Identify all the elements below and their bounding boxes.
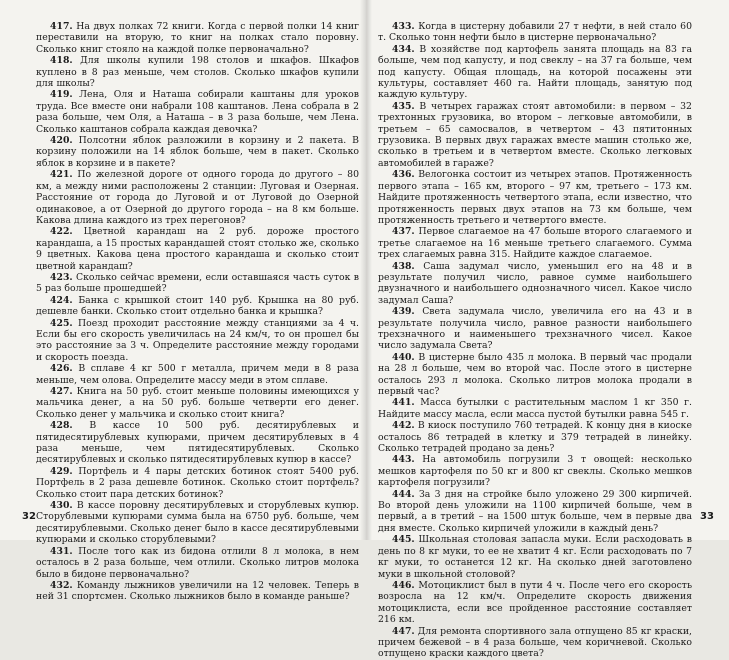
problem-number: 443.	[392, 454, 415, 466]
problem-number: 419.	[50, 89, 73, 101]
problem-text: В киоск поступило 760 тетрадей. К концу дня в киоске осталось 86 тетрадей в клетку и 379 тетрадей в линейку. Сколько тетрадей продано за день?	[378, 420, 692, 455]
problem-text: Поезд проходит расстояние между станциями за 4 ч. Если бы его скорость увеличилась на 24 км/ч, то он прошел бы это расстояние за 3 ч. Определите расстояние между городами и скорость поезда.	[36, 317, 359, 363]
problem-number: 438.	[392, 260, 415, 272]
left-page	[0, 0, 366, 603]
problem-text: Лена, Оля и Наташа собирали каштаны для уроков труда. Все вместе они набрали 108 каштанов. Лена собрала в 2 раза больше, чем Оля, а Наташа – в 3 раза больше, чем Лена. Сколько каштанов собрала каждая девочка?	[36, 89, 359, 135]
problem-text: Команду лыжников увеличили на 12 человек. Теперь в ней 31 спортсмен. Сколько лыжников было в команде раньше?	[36, 579, 359, 603]
problem-text: После того как из бидона отлили 8 л молока, в нем осталось в 2 раза больше, чем отлили. Сколько литров молока было в бидоне первоначально?	[36, 545, 359, 580]
problem-428	[36, 420, 359, 466]
problem-number: 429.	[50, 465, 73, 477]
problem-434	[378, 44, 692, 101]
problem-number: 442.	[392, 420, 415, 432]
problem-437	[378, 226, 692, 260]
problem-number: 434.	[392, 43, 415, 55]
problem-439	[378, 306, 692, 352]
problem-number: 422.	[50, 226, 73, 238]
problem-text: Цветной карандаш на 2 руб. дороже простого карандаша, а 15 простых карандашей стоят столько же, сколько 9 цветных. Какова цена простого карандаша и сколько стоит цветной карандаш?	[36, 226, 359, 272]
problem-text: Саша задумал число, уменьшил его на 48 и в результате получил число, равное сумме наибольшего двузначного и наибольшего однозначного чисел. Какое число задумал Саша?	[378, 260, 692, 306]
problem-number: 437.	[392, 226, 415, 238]
problem-435	[378, 101, 692, 169]
right-page-problems	[378, 21, 692, 660]
problem-431	[36, 546, 359, 580]
problem-text: Велогонка состоит из четырех этапов. Протяженность первого этапа – 165 км, второго – 97 км, третьего – 173 км. Найдите протяженность четвертого этапа, если известно, что протяженность первых двух этапов на 73 км больше, чем протяженность третьего и четвертого вместе.	[378, 169, 692, 226]
problem-text: Сколько сейчас времени, если оставшаяся часть суток в 5 раз больше прошедшей?	[36, 271, 359, 295]
problem-number: 425.	[50, 317, 73, 329]
problem-number: 426.	[50, 363, 73, 375]
problem-text: По железной дороге от одного города до другого – 80 км, а между ними расположены 2 станции: Луговая и Озерная. Расстояние от города до Луговой и от Луговой до Озерной одинаковое, а от Озерной до другого города – на 8 км больше. Какова длина каждого из трех перегонов?	[36, 169, 359, 226]
problem-text: Первое слагаемое на 47 больше второго слагаемого и третье слагаемое на 16 меньше третьего слагаемого. Сумма трех слагаемых равна 315. Найдите каждое слагаемое.	[378, 226, 692, 261]
problem-number: 418.	[50, 55, 73, 67]
problem-text: В кассе поровну десятирублевых и сторублевых купюр. Сторублевыми купюрами сумма была на 6750 руб. больше, чем десятирублевыми. Сколько денег было в кассе десятирублевыми купюрами и сколько сторублевыми?	[36, 500, 359, 546]
problem-426	[36, 363, 359, 386]
problem-number: 420.	[50, 135, 73, 147]
problem-text: Портфель и 4 пары детских ботинок стоят 5400 руб. Портфель в 2 раза дешевле ботинок. Сколько стоит портфель? Сколько стоит пара детских ботинок?	[36, 465, 359, 500]
problem-number: 432.	[50, 579, 73, 591]
problem-430	[36, 500, 359, 546]
problem-447	[378, 626, 692, 660]
problem-420	[36, 135, 359, 169]
problem-text: За 3 дня на стройке было уложено 29 300 кирпичей. Во второй день уложили на 1100 кирпичей больше, чем в первый, а в третий – на 1500 штук больше, чем в первые два дня вместе. Сколько кирпичей уложили в каждый день?	[378, 488, 692, 534]
problem-number: 423.	[50, 271, 73, 283]
problem-text: В четырех гаражах стоят автомобили: в первом – 32 трехтонных грузовика, во втором – легковые автомобили, в третьем – 65 самосвалов, в четвертом – 43 пятитонных грузовика. В первых двух гаражах вместе машин столько же, сколько в третьем и в четвертом вместе. Сколько легковых автомобилей в гараже?	[378, 100, 692, 169]
problem-443	[378, 454, 692, 488]
problem-number: 445.	[392, 534, 415, 546]
problem-text: На автомобиль погрузили 3 т овощей: несколько мешков картофеля по 50 кг и 800 кг свеклы. Сколько мешков картофеля погрузили?	[378, 454, 692, 489]
problem-number: 441.	[392, 397, 415, 409]
problem-number: 439.	[392, 306, 415, 318]
problem-number: 444.	[392, 488, 415, 500]
problem-438	[378, 261, 692, 307]
problem-436	[378, 169, 692, 226]
problem-444	[378, 489, 692, 535]
problem-number: 440.	[392, 351, 415, 363]
problem-424	[36, 295, 359, 318]
right-page	[366, 0, 729, 660]
problem-text: Масса бутылки с растительным маслом 1 кг 350 г. Найдите массу масла, если масса пустой бутылки равна 545 г.	[378, 397, 692, 420]
problem-number: 427.	[50, 386, 73, 397]
problem-425	[36, 318, 359, 364]
book-gutter	[360, 0, 372, 540]
problem-text: В сплаве 4 кг 500 г металла, причем меди в 8 раза меньше, чем олова. Определите массу меди в этом сплаве.	[36, 363, 359, 386]
problem-text: Школьная столовая запасла муки. Если расходовать в день по 8 кг муки, то ее не хватит 4 кг. Если расходовать по 7 кг муки, то останется 12 кг. На сколько дней заготовлено муки в школьной столовой?	[378, 534, 692, 580]
problem-419	[36, 89, 359, 135]
problem-number: 433.	[392, 21, 415, 32]
problem-432	[36, 580, 359, 603]
problem-text: В кассе 10 500 руб. десятирублевых и пятидесятирублевых купюрами, причем десятирублевых в 4 раза меньше, чем пятидесятирублевых. Сколько десятирублевых и сколько пятидесятирублевых купюр в кассе?	[36, 420, 359, 466]
problem-number: 421.	[50, 169, 73, 181]
left-page-problems	[36, 21, 359, 603]
problem-422	[36, 226, 359, 272]
problem-number: 424.	[50, 294, 73, 306]
problem-423	[36, 272, 359, 295]
problem-text: Когда в цистерну добавили 27 т нефти, в ней стало 60 т. Сколько тонн нефти было в цистерне первоначально?	[378, 21, 692, 44]
problem-417	[36, 21, 359, 55]
problem-442	[378, 420, 692, 454]
problem-number: 435.	[392, 100, 415, 112]
problem-text: Полсотни яблок разложили в корзину и 2 пакета. В корзину положили на 14 яблок больше, чем в пакет. Сколько яблок в корзине и в пакете?	[36, 135, 359, 169]
problem-441	[378, 397, 692, 420]
problem-text: Банка с крышкой стоит 140 руб. Крышка на 80 руб. дешевле банки. Сколько стоит отдельно банка и крышка?	[36, 294, 359, 318]
problem-text: Книга на 50 руб. стоит меньше половины имеющихся у мальчика денег, а на 50 руб. больше четверти его денег. Сколько денег у мальчика и сколько стоит книга?	[36, 386, 359, 420]
problem-433	[378, 21, 692, 44]
problem-text: В цистерне было 435 л молока. В первый час продали на 28 л больше, чем во второй час. После этого в цистерне осталось 293 л молока. Сколько литров молока продали в первый час?	[378, 351, 692, 397]
problem-446	[378, 580, 692, 626]
problem-text: Мотоциклист был в пути 4 ч. После чего его скорость возросла на 12 км/ч. Определите скорость движения мотоциклиста, если все пройденное расстояние составляет 216 км.	[378, 579, 692, 626]
problem-text: На двух полках 72 книги. Когда с первой полки 14 книг переставили на вторую, то книг на полках стало поровну. Сколько книг стояло на каждой полке первоначально?	[36, 21, 359, 55]
problem-number: 436.	[392, 169, 415, 181]
problem-text: Света задумала число, увеличила его на 43 и в результате получила число, равное разности наибольшего трехзначного и наименьшего трехзначного чисел. Какое число задумала Света?	[378, 306, 692, 352]
problem-text: Для школы купили 198 столов и шкафов. Шкафов куплено в 8 раз меньше, чем столов. Сколько шкафов купили для школы?	[36, 55, 359, 90]
page-number-left: 32	[22, 511, 36, 522]
problem-429	[36, 466, 359, 500]
problem-number: 446.	[392, 579, 415, 591]
problem-445	[378, 534, 692, 580]
problem-427	[36, 386, 359, 420]
problem-421	[36, 169, 359, 226]
page-number-right: 33	[700, 511, 714, 522]
problem-number: 430.	[50, 500, 73, 512]
problem-text: В хозяйстве под картофель занята площадь на 83 га больше, чем под капусту, и под свеклу – на 37 га больше, чем под капусту. Общая площадь, на которой посажены эти культуры, составляет 460 га. Найти площадь, занятую под каждую культуру.	[378, 43, 692, 101]
problem-text: Для ремонта спортивного зала отпущено 85 кг краски, причем бежевой – в 4 раза больше, чем коричневой. Сколько отпущено краски каждого цвета?	[378, 625, 692, 660]
problem-number: 447.	[392, 625, 415, 637]
problem-number: 417.	[50, 21, 73, 32]
problem-number: 428.	[50, 420, 73, 432]
problem-number: 431.	[50, 545, 73, 557]
problem-418	[36, 55, 359, 89]
problem-440	[378, 352, 692, 398]
